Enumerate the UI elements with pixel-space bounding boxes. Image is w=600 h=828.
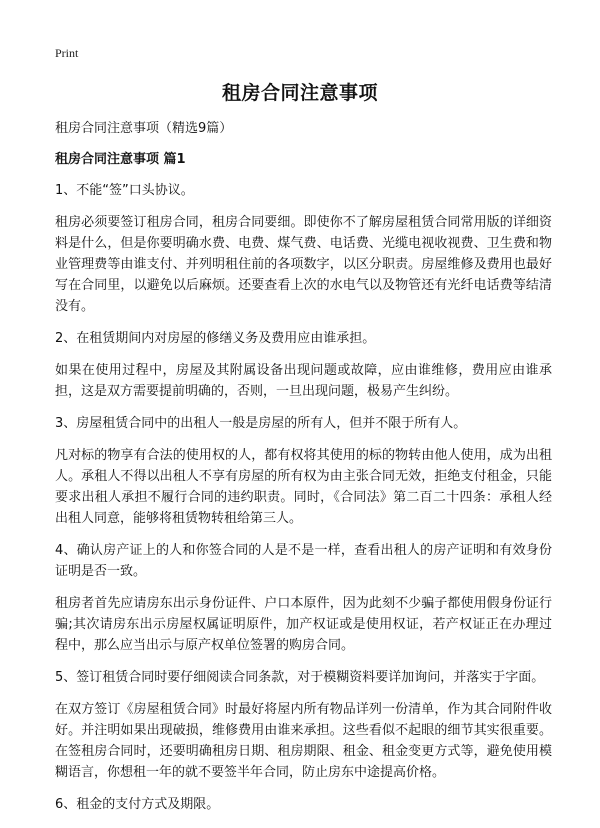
paragraph-body-2: 如果在使用过程中，房屋及其附属设备出现问题或故障，应由谁维修，费用应由谁承担，这是双方需要提前明确的，否则，一旦出现问题，极易产生纠纷。 — [55, 363, 552, 399]
paragraph-item-4: 4、确认房产证上的人和你签合同的人是不是一样，查看出租人的房产证明和有效身份证明是否一致。 — [55, 543, 552, 579]
paragraph-body-3: 凡对标的物享有合法的使用权的人，都有权将其使用的标的物转由他人使用，成为出租人。承租人不得以出租人不享有房屋的所有权为由主张合同无效，拒绝支付租金，只能要求出租人承担不履行合同的违约职责。同时，《合同法》第二百二十四条：承租人经出租人同意，能够将租赁物转租给第三人。 — [55, 448, 552, 526]
document-subtitle: 租房合同注意事项（精选9篇） — [55, 121, 233, 136]
document-body — [55, 118, 552, 826]
paragraph-item-3: 3、房屋租赁合同中的出租人一般是房屋的所有人，但并不限于所有人。 — [55, 416, 467, 431]
paragraph-item-6: 6、租金的支付方式及期限。 — [55, 797, 220, 812]
paragraph-body-5: 在双方签订《房屋租赁合同》时最好将屋内所有物品详列一份清单，作为其合同附件收好。并注明如果出现破损，维修费用由谁来承担。这些看似不起眼的细节其实很重要。在签租房合同时，还要明确租房日期、租房期限、租金、租金变更方式等，避免使用模糊语言，你想租一年的就不要签半年合同，防止房东中途提高价格。 — [55, 702, 552, 780]
section-heading: 租房合同注意事项 篇1 — [55, 152, 186, 167]
paragraph-body-4: 租房者首先应请房东出示身份证件、户口本原件，因为此刻不少骗子都使用假身份证行骗;其次请房东出示房屋权属证明原件，加产权证或是使用权证，若产权证正在办理过程中，那么应当出示与原产权单位签署的购房合同。 — [55, 596, 552, 653]
print-label: Print — [55, 46, 79, 60]
paragraph-body-1: 租房必须要签订租房合同，租房合同要细。即使你不了解房屋租赁合同常用版的详细资料是什么，但是你要明确水费、电费、煤气费、电话费、光缆电视收视费、卫生费和物业管理费等由谁支付、并列明租住前的各项数字，以区分职责。房屋维修及费用也最好写在合同里，以避免以后麻烦。还要查看上次的水电气以及物管还有光纤电话费等结清没有。 — [55, 215, 552, 314]
paragraph-item-2: 2、在租赁期间内对房屋的修缮义务及费用应由谁承担。 — [55, 331, 376, 346]
paragraph-item-5: 5、签订租赁合同时要仔细阅读合同条款，对于模糊资料要详加询问，并落实于字面。 — [55, 670, 545, 685]
document-title: 租房合同注意事项 — [221, 82, 378, 104]
paragraph-item-1: 1、不能“签”口头协议。 — [55, 183, 194, 198]
